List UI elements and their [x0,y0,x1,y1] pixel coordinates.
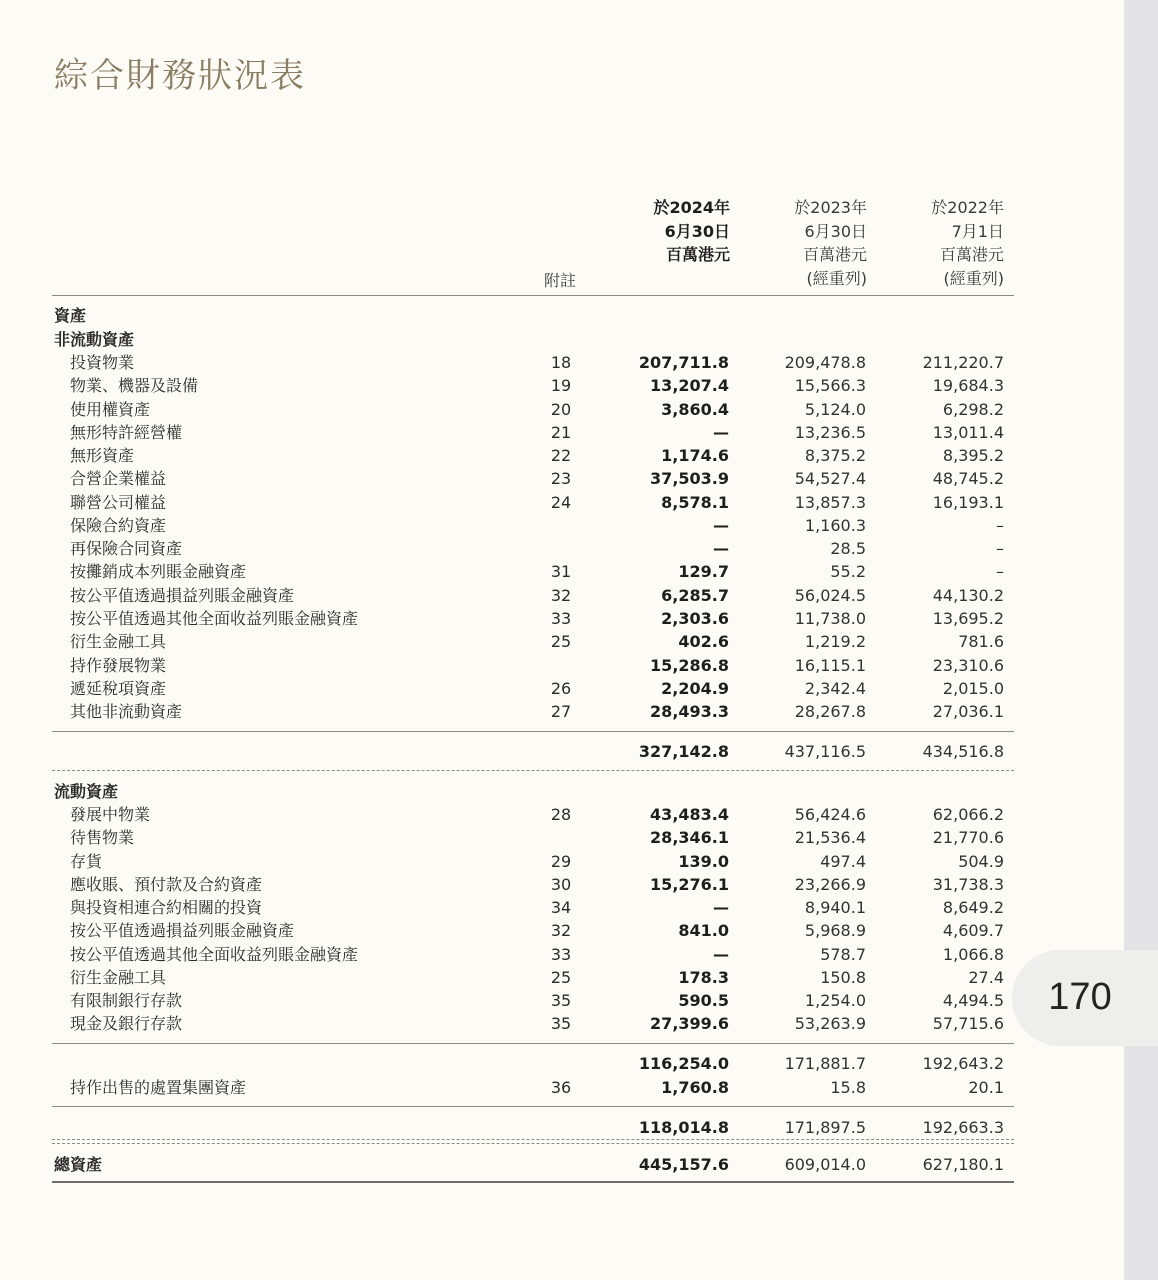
value-2022: 57,715.6 [932,1014,1004,1034]
row-label: 無形特許經營權 [70,422,183,442]
row-label: 持作發展物業 [70,655,167,675]
page-number-badge [1012,950,1158,1046]
value-2023: 15,566.3 [794,376,866,396]
row-note: 31 [550,562,572,582]
row-note: 33 [550,944,572,964]
value-2024: 8,578.1 [661,492,729,512]
value-2022: – [996,539,1004,559]
value-2022: 48,745.2 [932,469,1004,489]
dashed-divider [52,770,1014,771]
section-heading-current [52,780,1014,803]
value-2024: 590.5 [678,991,729,1011]
value-2022: 4,609.7 [942,921,1004,941]
value-2023: 8,940.1 [804,898,866,918]
row-note: 24 [550,492,572,512]
value-2024: 402.6 [678,632,729,652]
row-note: 28 [550,805,572,824]
table-row [52,630,1014,653]
column-header-2022 [874,196,1004,290]
value-2023: 497.4 [820,851,866,871]
table-row [52,919,1014,942]
table-row [52,491,1014,514]
column-header-line: 於2023年 [794,198,867,217]
row-note: 30 [550,874,572,894]
value-2024: 139.0 [678,851,729,871]
table-row [52,896,1014,919]
current-rule [52,1043,1014,1044]
row-label: 按公平值透過損益列賬金融資產 [70,585,295,605]
table-row [52,654,1014,677]
total-rule [52,1181,1014,1183]
row-label: 無形資產 [70,446,135,466]
value-2023: 56,424.6 [794,805,866,824]
table-row [52,374,1014,397]
row-note: 21 [550,422,572,442]
row-label: 發展中物業 [70,805,151,824]
value-2023: 1,219.2 [804,632,866,652]
section-label: 非流動資產 [54,330,135,349]
value-2023: 55.2 [830,562,866,582]
value-2023: 56,024.5 [794,585,866,605]
row-note: 32 [550,921,572,941]
table-row [52,398,1014,421]
noncurrent-rule [52,731,1014,732]
value-2022: 1,066.8 [942,944,1004,964]
value-2023: 578.7 [820,944,866,964]
row-note: 36 [550,1078,572,1097]
value-2022: 20.1 [968,1078,1004,1097]
row-label: 聯營公司權益 [70,492,167,512]
row-label: 按攤銷成本列賬金融資產 [70,562,247,582]
value-2024: 327,142.8 [638,742,729,761]
row-note: 32 [550,585,572,605]
value-2023: 28.5 [830,539,866,559]
value-2024: 3,860.4 [661,399,729,419]
value-2022: 4,494.5 [942,991,1004,1011]
row-label: 待售物業 [70,828,135,848]
value-2023: 437,116.5 [784,742,866,761]
value-2022: 8,395.2 [942,446,1004,466]
row-label: 按公平值透過其他全面收益列賬金融資產 [70,944,359,964]
table-row [52,1012,1014,1035]
column-header-line: 7月1日 [951,221,1004,241]
value-2024: — [713,539,729,559]
value-2023: 5,968.9 [804,921,866,941]
value-2023: 11,738.0 [794,608,866,628]
dashed-divider [52,1139,1014,1140]
column-header-line: 百萬港元 [802,245,867,264]
current-subtotal-row [52,1052,1014,1075]
row-label: 遞延稅項資產 [70,678,167,698]
value-2022: 13,695.2 [932,608,1004,628]
section-heading-assets [52,304,1014,327]
table-row [52,537,1014,560]
value-2023: 8,375.2 [804,446,866,466]
row-note: 35 [550,1014,572,1034]
row-label: 再保險合同資產 [70,539,183,559]
value-2023: 1,254.0 [804,991,866,1011]
noncurrent-total-row [52,740,1014,763]
row-label: 投資物業 [70,353,135,372]
value-2023: 171,881.7 [784,1054,866,1073]
scrollbar[interactable] [1124,0,1158,1280]
header-rule [52,295,1014,296]
page-number: 170 [1048,975,1112,1018]
value-2024: — [713,944,729,964]
value-2023: 16,115.1 [794,655,866,675]
value-2024: 6,285.7 [661,585,729,605]
value-2024: — [713,515,729,535]
column-header-line: 6月30日 [664,221,730,241]
section-label: 資產 [54,306,87,325]
value-2022: 192,663.3 [922,1118,1004,1137]
row-note: 20 [550,399,572,419]
table-row [52,989,1014,1012]
value-2022: 31,738.3 [932,874,1004,894]
note-column-header: 附註 [543,271,576,290]
value-2023: 28,267.8 [794,702,866,722]
column-header-line: (經重列) [943,268,1004,288]
section-label: 流動資產 [54,782,119,801]
value-2024: 28,346.1 [650,828,729,848]
value-2023: 13,236.5 [794,422,866,442]
row-note: 19 [550,376,572,396]
row-label: 衍生金融工具 [70,632,167,652]
value-2022: – [996,562,1004,582]
table-row [52,351,1014,374]
table-row [52,966,1014,989]
row-label: 總資產 [54,1155,103,1174]
value-2024: 13,207.4 [650,376,729,396]
value-2024: 118,014.8 [638,1118,729,1137]
row-label: 現金及銀行存款 [70,1014,183,1034]
current-total-row [52,1116,1014,1139]
row-label: 按公平值透過損益列賬金融資產 [70,921,295,941]
value-2024: 1,174.6 [661,446,729,466]
table-row [52,873,1014,896]
value-2023: 23,266.9 [794,874,866,894]
column-header-line: (經重列) [806,268,867,288]
row-label: 與投資相連合約相關的投資 [70,898,263,918]
value-2022: 627,180.1 [922,1155,1004,1174]
row-label: 有限制銀行存款 [70,991,183,1011]
row-note: 33 [550,608,572,628]
table-row [52,444,1014,467]
row-note: 27 [550,702,572,722]
value-2022: 192,643.2 [922,1054,1004,1073]
value-2024: 129.7 [678,562,729,582]
column-header-line: 於2024年 [653,198,730,217]
row-label: 持作出售的處置集團資產 [70,1078,247,1097]
value-2024: 15,276.1 [650,874,729,894]
value-2024: 116,254.0 [638,1054,729,1073]
value-2023: 53,263.9 [794,1014,866,1034]
value-2022: 23,310.6 [932,655,1004,675]
value-2023: 15.8 [830,1078,866,1097]
value-2022: 13,011.4 [932,422,1004,442]
value-2024: 841.0 [678,921,729,941]
row-note: 18 [550,353,572,372]
value-2024: — [713,898,729,918]
value-2023: 150.8 [820,967,866,987]
value-2023: 1,160.3 [804,515,866,535]
row-label: 物業、機器及設備 [70,376,199,396]
value-2024: 28,493.3 [650,702,729,722]
value-2022: 27.4 [968,967,1004,987]
value-2022: 16,193.1 [932,492,1004,512]
table-row [52,826,1014,849]
table-row [52,803,1014,826]
value-2023: 209,478.8 [784,353,866,372]
value-2024: 27,399.6 [650,1014,729,1034]
value-2022: 8,649.2 [942,898,1004,918]
row-label: 存貨 [70,851,103,871]
row-note: 35 [550,991,572,1011]
row-label: 應收賬、預付款及合約資產 [70,874,263,894]
row-label: 衍生金融工具 [70,967,167,987]
value-2022: 504.9 [958,851,1004,871]
column-header-line: 於2022年 [931,198,1004,217]
row-note: 25 [550,967,572,987]
value-2024: 1,760.8 [661,1078,729,1097]
dashed-divider [52,1143,1014,1144]
column-header-line: 6月30日 [804,221,867,241]
held-for-sale-rule [52,1106,1014,1107]
value-2023: 171,897.5 [784,1118,866,1137]
value-2024: 178.3 [678,967,729,987]
value-2024: 15,286.8 [650,655,729,675]
table-row [52,700,1014,723]
value-2024: 207,711.8 [638,353,729,372]
value-2024: 2,303.6 [661,608,729,628]
value-2022: 434,516.8 [922,742,1004,761]
value-2023: 609,014.0 [784,1155,866,1174]
column-header-2024 [600,196,730,267]
table-row [52,560,1014,583]
value-2023: 21,536.4 [794,828,866,848]
value-2022: 27,036.1 [932,702,1004,722]
page-title: 綜合財務狀況表 [54,56,306,96]
value-2024: 43,483.4 [650,805,729,824]
value-2023: 13,857.3 [794,492,866,512]
value-2022: 781.6 [958,632,1004,652]
value-2023: 2,342.4 [804,678,866,698]
section-heading-noncurrent [52,328,1014,351]
row-note: 34 [550,898,572,918]
table-row [52,467,1014,490]
value-2024: 2,204.9 [661,678,729,698]
table-row [52,514,1014,537]
row-label: 合營企業權益 [70,469,167,489]
value-2023: 5,124.0 [804,399,866,419]
column-header-2023 [737,196,867,290]
value-2022: 62,066.2 [932,805,1004,824]
held-for-sale-row [52,1076,1014,1099]
value-2022: 6,298.2 [942,399,1004,419]
row-label: 按公平值透過其他全面收益列賬金融資產 [70,608,359,628]
value-2022: 19,684.3 [932,376,1004,396]
table-row [52,584,1014,607]
column-header-line: 百萬港元 [939,245,1004,264]
row-label: 保險合約資產 [70,515,167,535]
row-note: 26 [550,678,572,698]
row-label: 使用權資產 [70,399,151,419]
total-assets-row [52,1153,1014,1176]
table-row [52,850,1014,873]
table-row [52,677,1014,700]
value-2022: – [996,515,1004,535]
column-header-line: 百萬港元 [665,245,730,264]
value-2024: 37,503.9 [650,469,729,489]
row-note: 23 [550,469,572,489]
value-2022: 2,015.0 [942,678,1004,698]
value-2024: 445,157.6 [638,1155,729,1174]
table-row [52,943,1014,966]
value-2023: 54,527.4 [794,469,866,489]
row-note: 29 [550,851,572,871]
row-label: 其他非流動資產 [70,702,183,722]
table-row [52,421,1014,444]
value-2022: 211,220.7 [922,353,1004,372]
row-note: 22 [550,446,572,466]
value-2022: 44,130.2 [932,585,1004,605]
value-2022: 21,770.6 [932,828,1004,848]
value-2024: — [713,422,729,442]
row-note: 25 [550,632,572,652]
table-row [52,607,1014,630]
